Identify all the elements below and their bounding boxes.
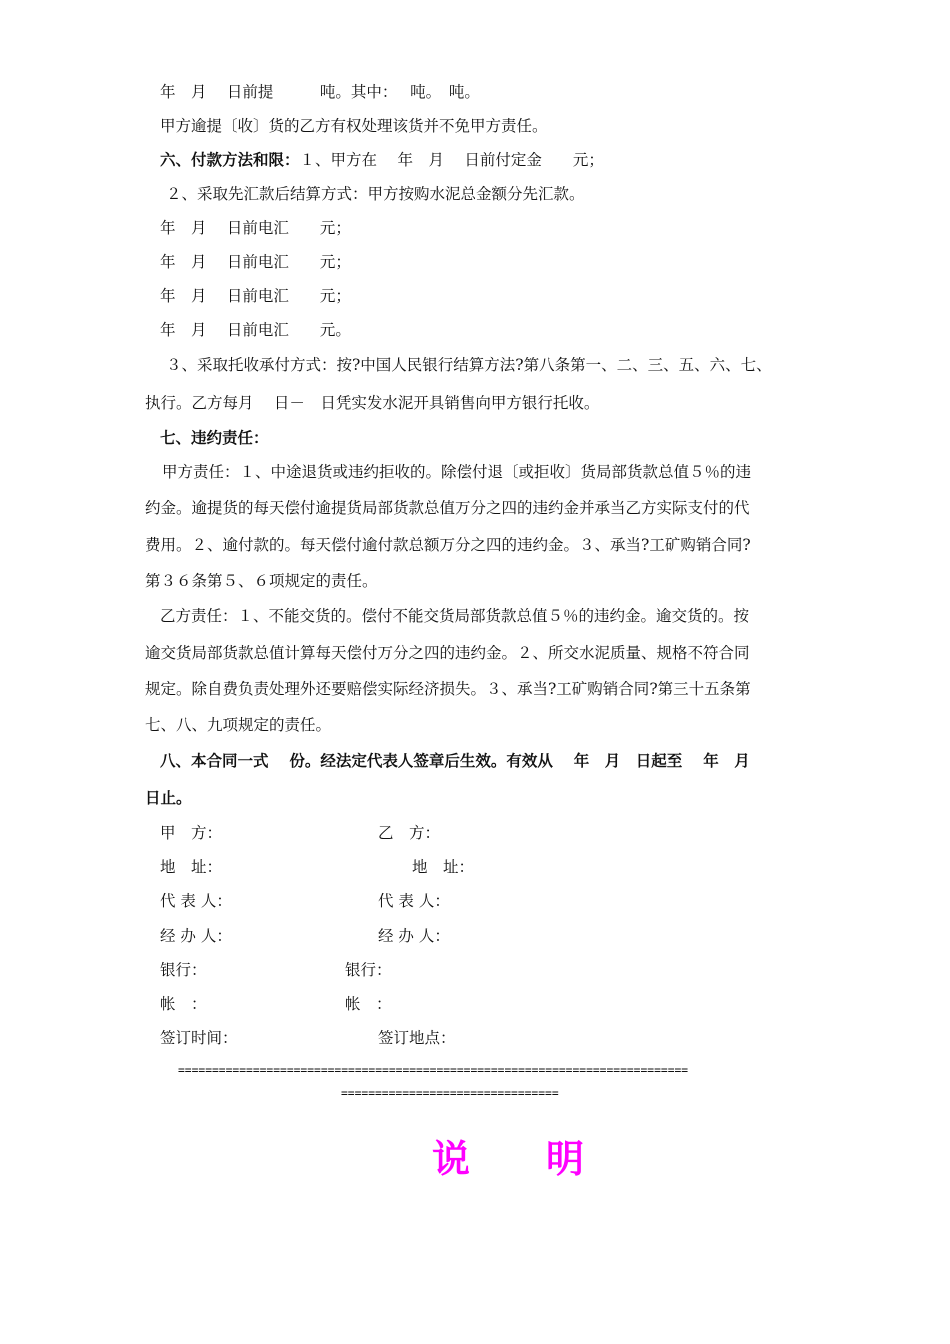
account-a-label: 帐 ： bbox=[160, 995, 207, 1013]
text-line: 甲方逾提〔收〕货的乙方有权处理该货并不免甲方责任。 bbox=[160, 117, 548, 135]
text-line: 年 月 日前电汇 元； bbox=[160, 253, 351, 271]
representative-a-label: 代 表 人： bbox=[160, 892, 232, 910]
text-line: 年 月 日前提 吨。其中： 吨。 吨。 bbox=[160, 83, 480, 101]
text-line bbox=[160, 150, 604, 170]
explanation-heading: 说 明 bbox=[432, 1137, 585, 1181]
separator-line: ================================ bbox=[341, 1087, 559, 1100]
text-line: 第３６条第５、６项规定的责任。 bbox=[145, 572, 378, 590]
section-heading: 七、违约责任： bbox=[160, 428, 269, 447]
text-line: 甲方责任：１、中途退货或违约拒收的。除偿付退〔或拒收〕货局部货款总值５％的违 bbox=[162, 463, 752, 481]
text-line: 执行。乙方每月 日－ 日凭实发水泥开具销售向甲方银行托收。 bbox=[145, 394, 600, 412]
text-line: 年 月 日前电汇 元。 bbox=[160, 321, 351, 339]
agent-b-label: 经 办 人： bbox=[378, 927, 450, 945]
text-line: 乙方责任：１、不能交货的。偿付不能交货局部货款总值５％的违约金。逾交货的。按 bbox=[160, 607, 750, 625]
bank-b-label: 银行： bbox=[345, 961, 392, 979]
separator-line: =========================================================================== bbox=[178, 1064, 689, 1077]
sign-time-label: 签订时间： bbox=[160, 1029, 238, 1047]
text-span: １、甲方在 年 月 日前付定金 元； bbox=[299, 151, 604, 169]
bank-a-label: 银行： bbox=[160, 961, 207, 979]
address-a-label: 地 址： bbox=[160, 858, 223, 876]
party-a-label: 甲 方： bbox=[160, 824, 223, 842]
text-line: 逾交货局部货款总值计算每天偿付万分之四的违约金。２、所交水泥质量、规格不符合同 bbox=[145, 644, 750, 662]
text-line: ２、采取先汇款后结算方式：甲方按购水泥总金额分先汇款。 bbox=[166, 185, 585, 203]
text-line: 约金。逾提货的每天偿付逾提货局部货款总值万分之四的违约金并承当乙方实际支付的代 bbox=[145, 499, 750, 517]
party-b-label: 乙 方： bbox=[378, 824, 441, 842]
text-line: 七、八、九项规定的责任。 bbox=[145, 716, 332, 734]
section-heading: 八、本合同一式 份。经法定代表人签章后生效。有效从 年 月 日起至 年 月 bbox=[160, 751, 750, 770]
agent-a-label: 经 办 人： bbox=[160, 927, 232, 945]
text-line: 费用。２、逾付款的。每天偿付逾付款总额万分之四的违约金。３、承当?工矿购销合同? bbox=[145, 536, 751, 554]
section-heading: 六、付款方法和限： bbox=[160, 150, 300, 169]
text-line: 年 月 日前电汇 元； bbox=[160, 287, 351, 305]
account-b-label: 帐 ： bbox=[345, 995, 392, 1013]
sign-place-label: 签订地点： bbox=[378, 1029, 456, 1047]
address-b-label: 地 址： bbox=[412, 858, 475, 876]
text-line: 规定。除自费负责处理外还要赔偿实际经济损失。３、承当?工矿购销合同?第三十五条第 bbox=[145, 680, 751, 698]
text-line: 日止。 bbox=[145, 788, 192, 807]
representative-b-label: 代 表 人： bbox=[378, 892, 450, 910]
text-line: ３、采取托收承付方式：按?中国人民银行结算方法?第八条第一、二、三、五、六、七、 bbox=[166, 356, 772, 374]
text-line: 年 月 日前电汇 元； bbox=[160, 219, 351, 237]
